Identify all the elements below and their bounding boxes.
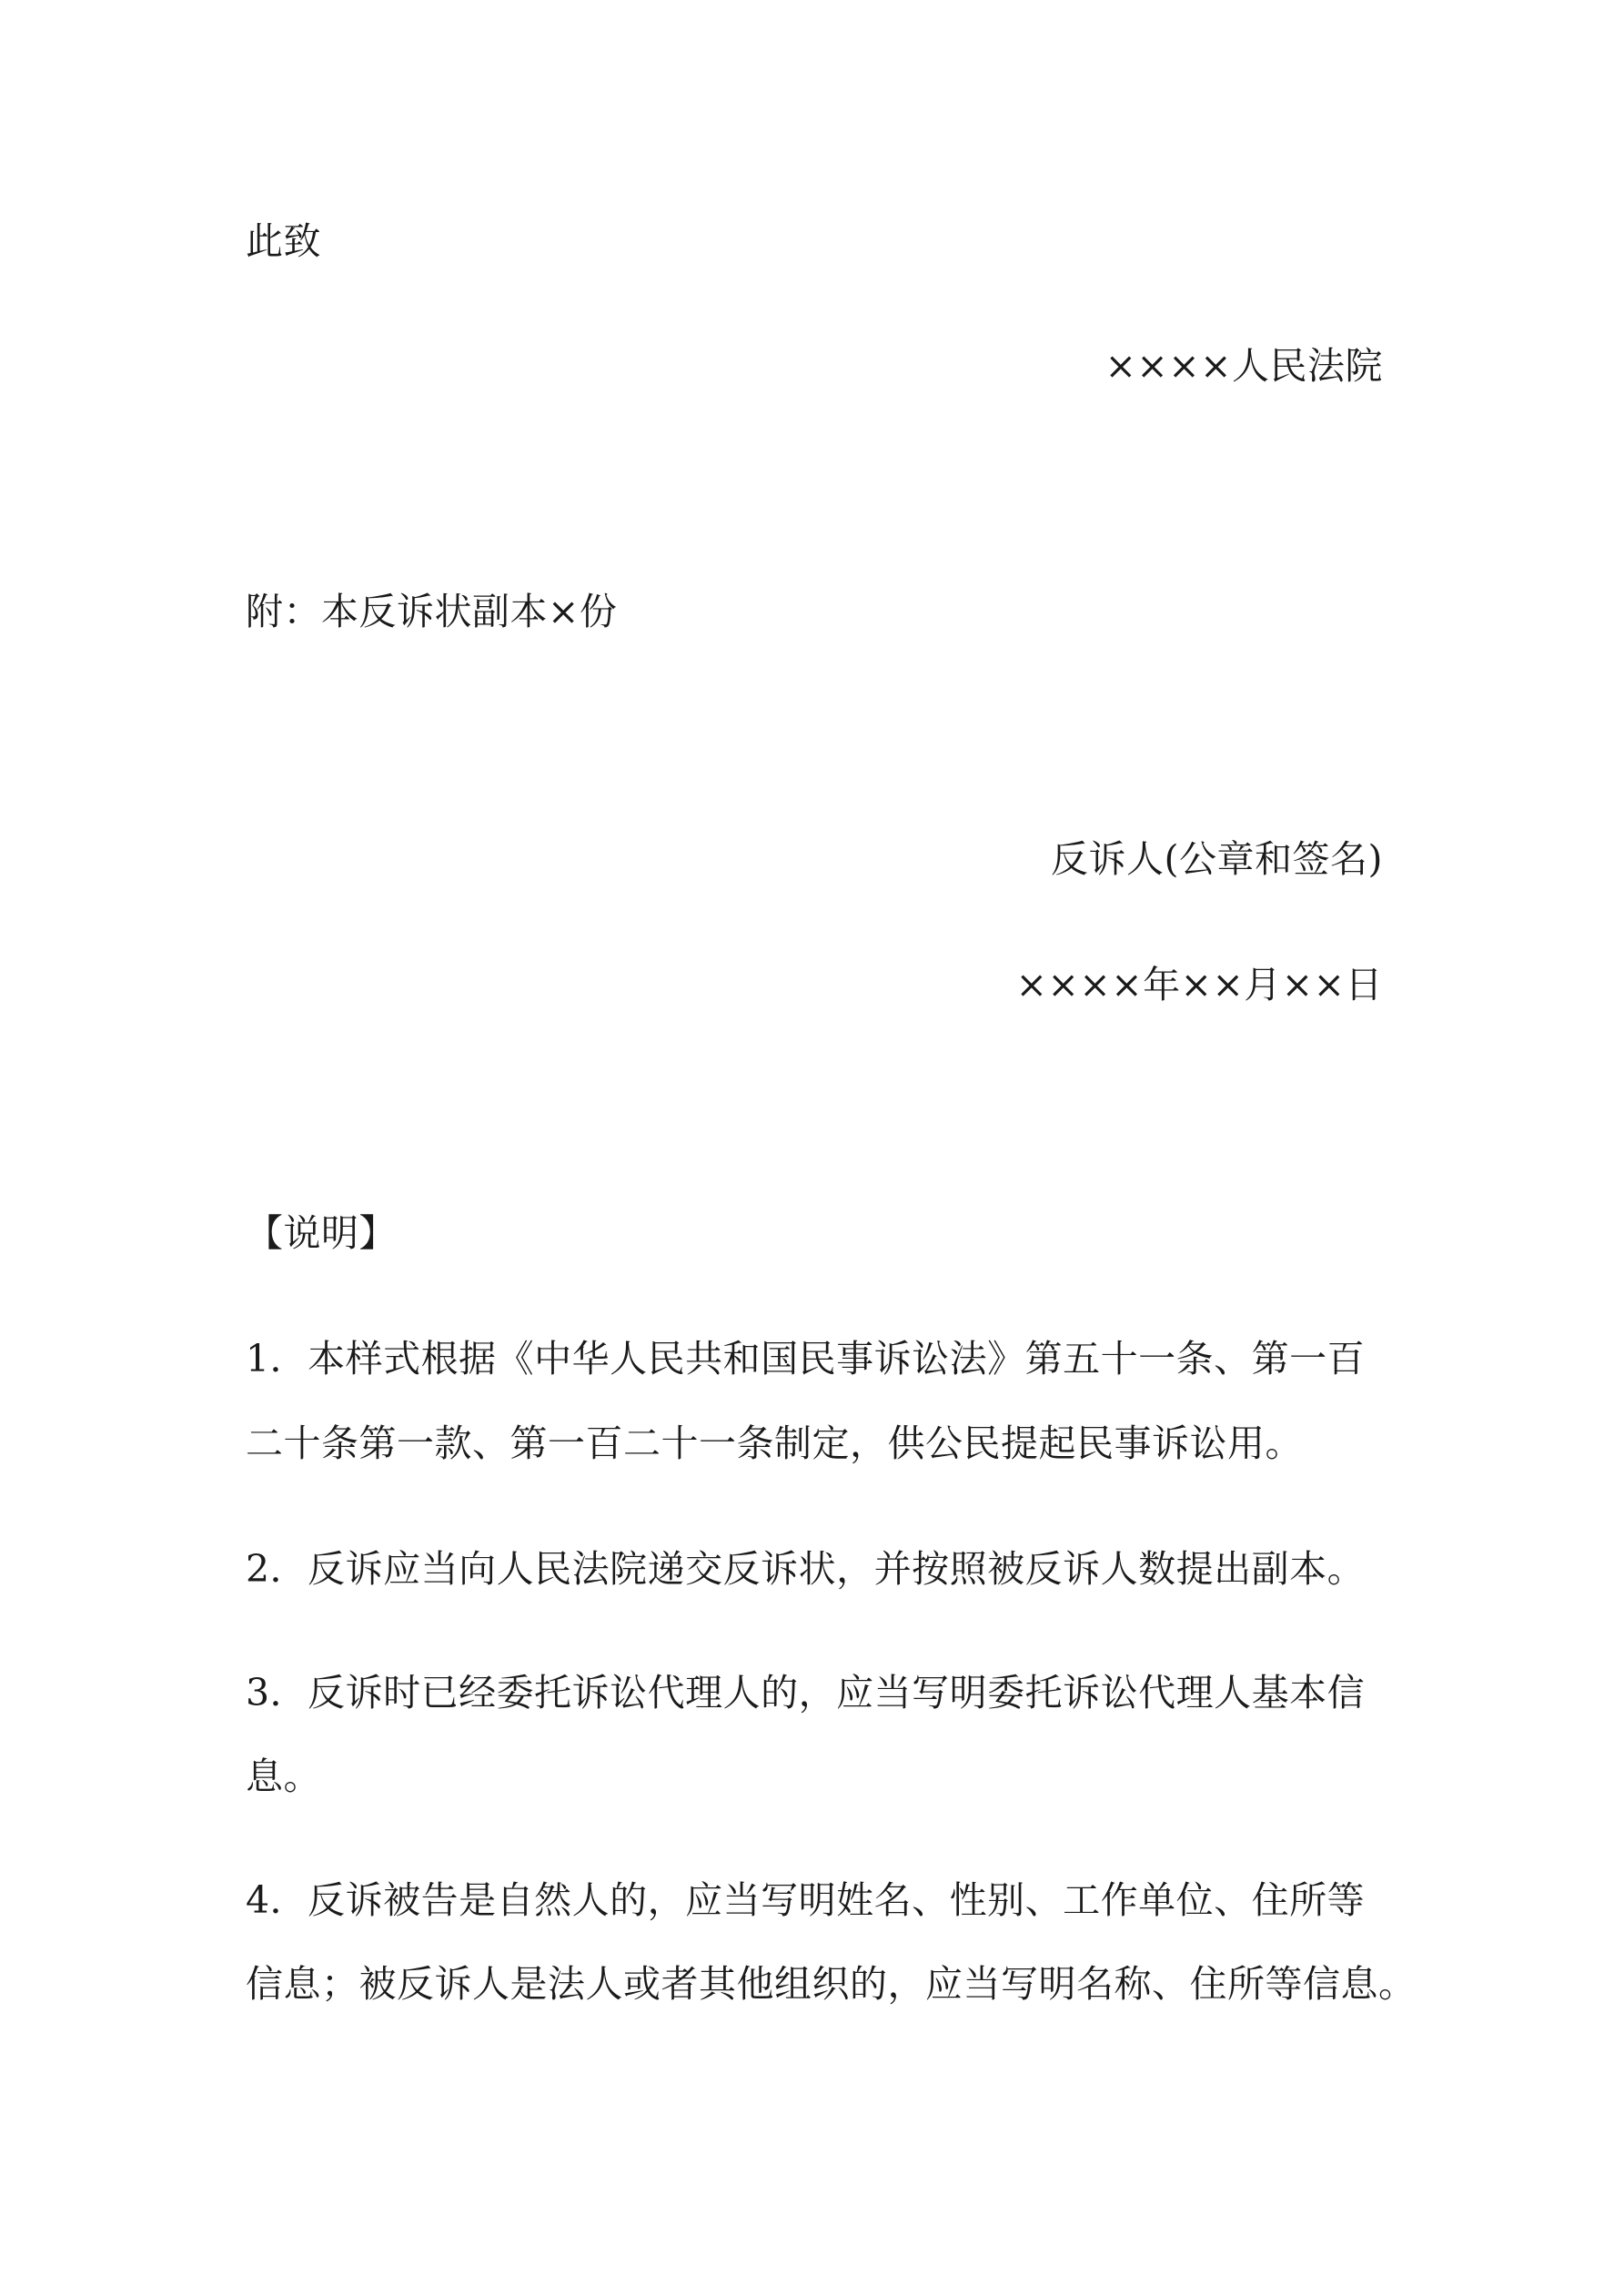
note-item-1-line-1: 1．本样式根据《中华人民共和国民事诉讼法》第五十一条、第一百 [246,1337,1366,1381]
note-item-4-line-1: 4．反诉被告是自然人的，应当写明姓名、性别、工作单位、住所等 [246,1878,1366,1922]
notes-heading: 【说明】 [246,1211,397,1255]
note-item-4-line-2: 信息；被反诉人是法人或者其他组织的，应当写明名称、住所等信息。 [246,1962,1417,2006]
note-item-3-line-1: 3．反诉时已经委托诉讼代理人的，应当写明委托诉讼代理人基本信 [246,1671,1366,1714]
attachment-note: 附：本反诉状副本×份 [246,590,618,633]
salutation: 此致 [246,219,321,263]
note-item-1-line-2: 二十条第一款、第一百二十一条制定，供公民提起民事诉讼用。 [246,1421,1303,1465]
court-name: ××××人民法院 [1105,344,1383,388]
note-item-2: 2．反诉应当向人民法院递交反诉状，并按照被反诉人数提出副本。 [246,1547,1366,1591]
note-item-3-line-2: 息。 [246,1755,321,1798]
signer-line: 反诉人(公章和签名) [1051,837,1383,881]
date-line: ××××年××月××日 [1015,963,1383,1006]
